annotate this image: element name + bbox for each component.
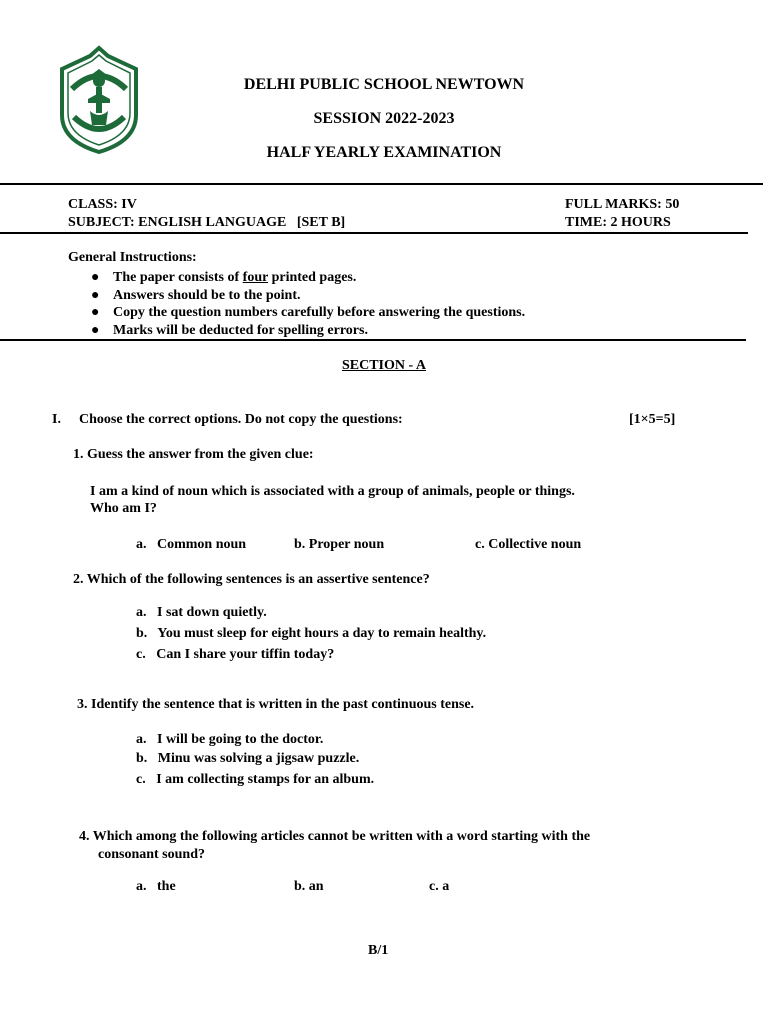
question-3: 3. Identify the sentence that is written in the past continuous tense. [77, 697, 475, 712]
q3-option-c: c. I am collecting stamps for an album. [136, 772, 375, 787]
q1-option-c: c. Collective noun [475, 537, 582, 552]
question-4-line2: consonant sound? [98, 847, 205, 862]
instruction-item: ● Copy the question numbers carefully before answering the questions. [91, 305, 526, 320]
q3-option-a: a. I will be going to the doctor. [136, 732, 324, 747]
q2-option-a: a. I sat down quietly. [136, 605, 267, 620]
divider-mid [0, 232, 748, 234]
page-number: B/1 [368, 943, 389, 958]
q1-option-a: a. Common noun [136, 537, 247, 552]
subject-label: SUBJECT: ENGLISH LANGUAGE [SET B] [68, 215, 346, 230]
q4-option-c: c. a [429, 879, 450, 894]
q3-option-b: b. Minu was solving a jigsaw puzzle. [136, 751, 360, 766]
divider-top [0, 183, 763, 185]
part-numeral: I. [52, 412, 61, 427]
time-label: TIME: 2 HOURS [565, 215, 671, 230]
instruction-item: ● The paper consists of four printed pages. [91, 270, 357, 285]
q2-option-c: c. Can I share your tiffin today? [136, 647, 335, 662]
instruction-item: ● Marks will be deducted for spelling errors. [91, 322, 368, 338]
q1-option-b: b. Proper noun [294, 537, 385, 552]
bullet-icon: ● [91, 322, 100, 338]
q1-clue-line1: I am a kind of noun which is associated with a group of animals, people or things. [90, 484, 575, 499]
school-name: DELHI PUBLIC SCHOOL NEWTOWN [243, 76, 525, 93]
question-1: 1. Guess the answer from the given clue: [73, 447, 314, 462]
instruction-item: ● Answers should be to the point. [91, 287, 301, 303]
school-crest-icon [58, 45, 140, 155]
instructions-list [88, 269, 525, 339]
part-marks: [1×5=5] [629, 412, 676, 427]
exam-title: HALF YEARLY EXAMINATION [266, 144, 502, 161]
session: SESSION 2022-2023 [313, 110, 455, 127]
q2-option-b: b. You must sleep for eight hours a day to remain healthy. [136, 626, 487, 641]
full-marks: FULL MARKS: 50 [565, 197, 680, 212]
question-4-line1: 4. Which among the following articles cannot be written with a word starting with the [79, 829, 591, 844]
bullet-icon: ● [91, 305, 100, 320]
bullet-icon: ● [91, 287, 100, 303]
class-label: CLASS: IV [68, 197, 137, 212]
q4-option-b: b. an [294, 879, 324, 894]
divider-bottom [0, 339, 746, 341]
part-prompt: Choose the correct options. Do not copy the questions: [79, 412, 403, 427]
question-2: 2. Which of the following sentences is an assertive sentence? [73, 572, 430, 587]
bullet-icon: ● [91, 270, 100, 285]
q1-clue-line2: Who am I? [90, 501, 157, 516]
section-heading: SECTION - A [341, 358, 427, 373]
q4-option-a: a. the [136, 879, 176, 894]
instructions-title: General Instructions: [68, 250, 197, 265]
